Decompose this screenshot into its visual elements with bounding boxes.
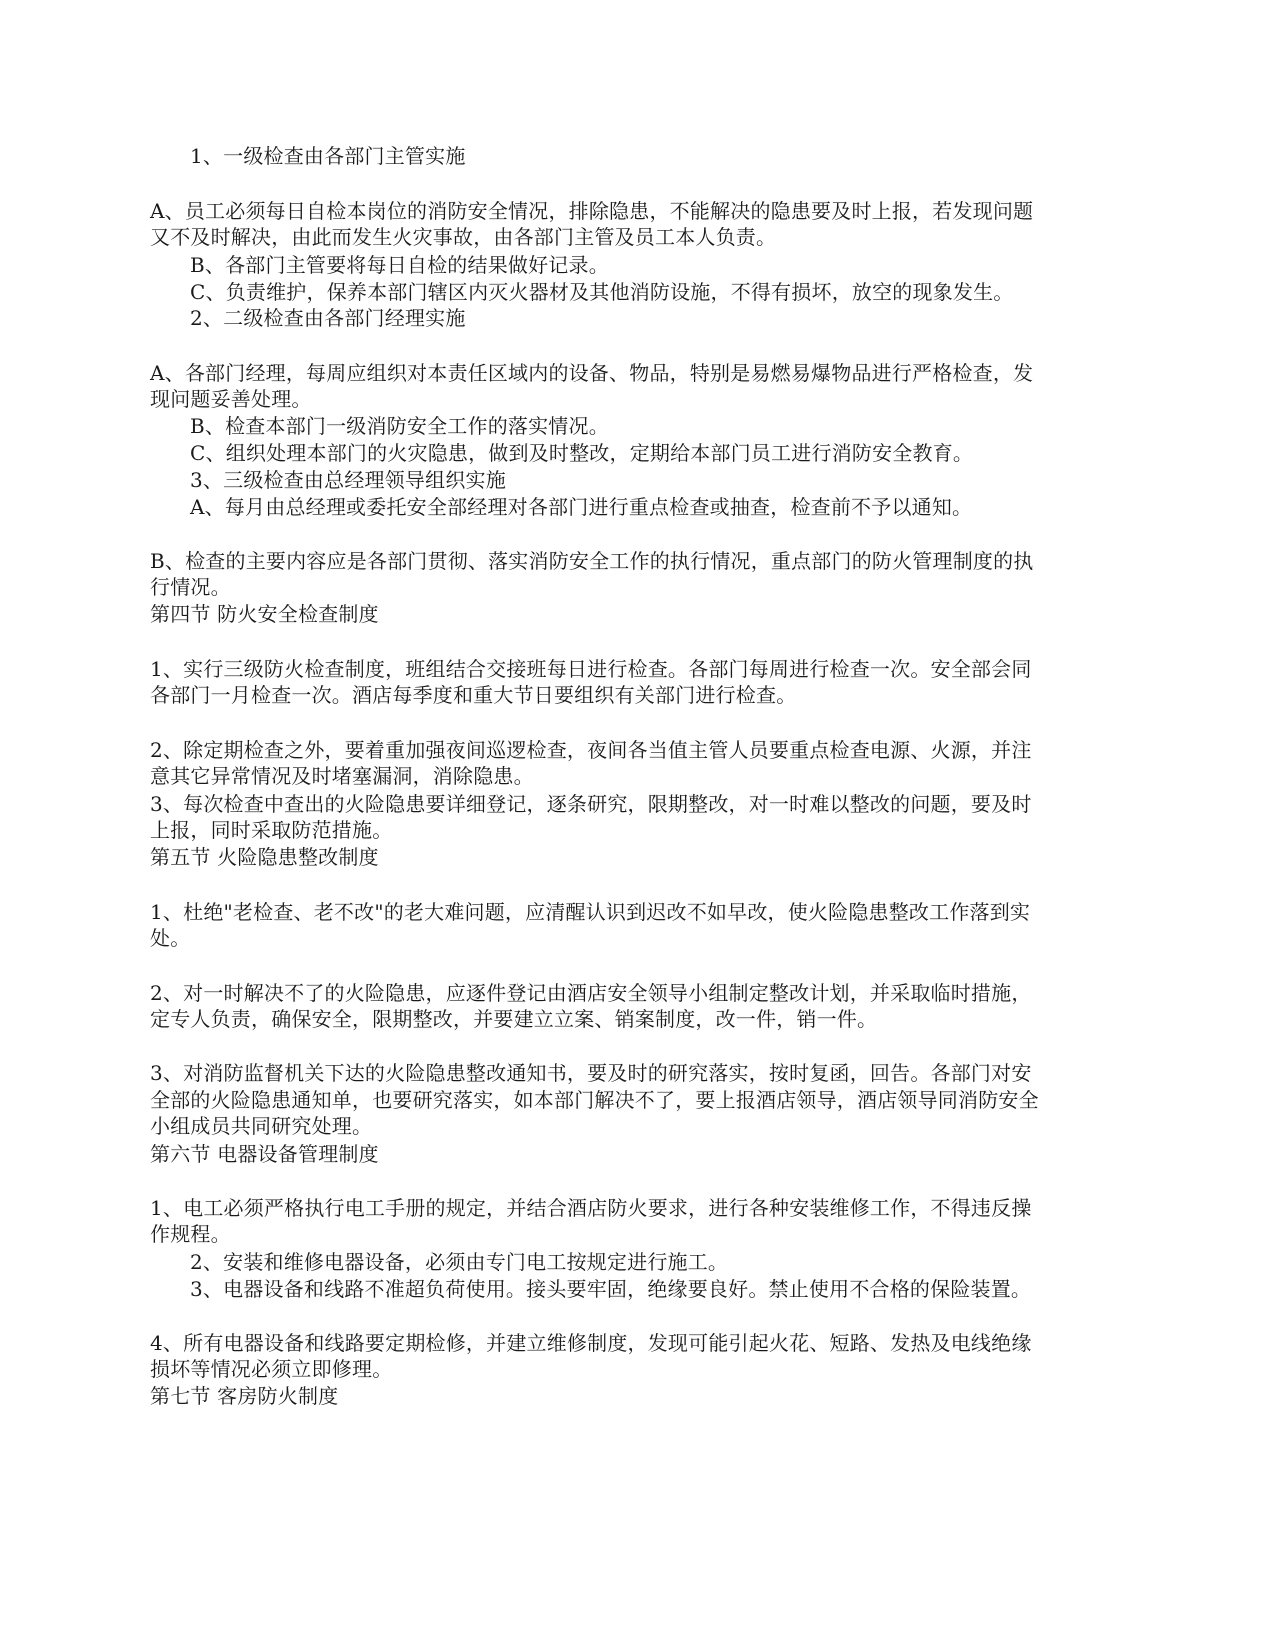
text-line: 各部门一月检查一次。酒店每季度和重大节日要组织有关部门进行检查。 bbox=[150, 683, 797, 707]
section-heading: 第五节 火险隐患整改制度 bbox=[150, 845, 379, 869]
text-line: 2、安装和维修电器设备，必须由专门电工按规定进行施工。 bbox=[190, 1250, 729, 1274]
text-line: 2、除定期检查之外，要着重加强夜间巡逻检查，夜间各当值主管人员要重点检查电源、火源，并注 bbox=[150, 738, 1032, 762]
text-line: B、各部门主管要将每日自检的结果做好记录。 bbox=[190, 253, 609, 277]
text-line: 全部的火险隐患通知单，也要研究落实，如本部门解决不了，要上报酒店领导，酒店领导同消防安全 bbox=[150, 1088, 1039, 1112]
section-heading: 第七节 客房防火制度 bbox=[150, 1384, 339, 1408]
text-line: 损坏等情况必须立即修理。 bbox=[150, 1357, 393, 1381]
text-line: 2、对一时解决不了的火险隐患，应逐件登记由酒店安全领导小组制定整改计划，并采取临时措施， bbox=[150, 981, 1032, 1005]
text-line: B、检查本部门一级消防安全工作的落实情况。 bbox=[190, 414, 609, 438]
text-line: 1、一级检查由各部门主管实施 bbox=[190, 144, 466, 168]
text-line: 作规程。 bbox=[150, 1222, 231, 1246]
text-line: 4、所有电器设备和线路要定期检修，并建立维修制度，发现可能引起火花、短路、发热及电线绝缘 bbox=[150, 1331, 1032, 1355]
text-line: 1、杜绝"老检查、老不改"的老大难问题，应清醒认识到迟改不如早改，使火险隐患整改工作落到实 bbox=[150, 900, 1031, 924]
text-line: 定专人负责，确保安全，限期整改，并要建立立案、销案制度，改一件，销一件。 bbox=[150, 1007, 878, 1031]
text-line: 3、对消防监督机关下达的火险隐患整改通知书，要及时的研究落实，按时复函，回告。各部门对安 bbox=[150, 1061, 1032, 1085]
text-line: A、员工必须每日自检本岗位的消防安全情况，排除隐患，不能解决的隐患要及时上报，若发现问题 bbox=[150, 199, 1034, 223]
text-line: 小组成员共同研究处理。 bbox=[150, 1114, 373, 1138]
text-line: 1、电工必须严格执行电工手册的规定，并结合酒店防火要求，进行各种安装维修工作，不得违反操 bbox=[150, 1196, 1032, 1220]
text-line: 3、每次检查中查出的火险隐患要详细登记，逐条研究，限期整改，对一时难以整改的问题，要及时 bbox=[150, 792, 1032, 816]
text-line: 意其它异常情况及时堵塞漏洞，消除隐患。 bbox=[150, 764, 534, 788]
text-line: 处。 bbox=[150, 926, 191, 950]
text-line: C、负责维护，保养本部门辖区内灭火器材及其他消防设施，不得有损坏，放空的现象发生。 bbox=[190, 280, 1014, 304]
text-line: 现问题妥善处理。 bbox=[150, 387, 312, 411]
text-line: 1、实行三级防火检查制度，班组结合交接班每日进行检查。各部门每周进行检查一次。安全部会同 bbox=[150, 657, 1032, 681]
text-line: C、组织处理本部门的火灾隐患，做到及时整改，定期给本部门员工进行消防安全教育。 bbox=[190, 441, 974, 465]
section-heading: 第六节 电器设备管理制度 bbox=[150, 1142, 379, 1166]
text-line: 上报，同时采取防范措施。 bbox=[150, 818, 393, 842]
text-line: 3、三级检查由总经理领导组织实施 bbox=[190, 468, 506, 492]
text-line: 又不及时解决，由此而发生火灾事故，由各部门主管及员工本人负责。 bbox=[150, 225, 777, 249]
text-line: B、检查的主要内容应是各部门贯彻、落实消防安全工作的执行情况，重点部门的防火管理制度的执 bbox=[150, 549, 1034, 573]
text-line: A、每月由总经理或委托安全部经理对各部门进行重点检查或抽查，检查前不予以通知。 bbox=[190, 495, 973, 519]
text-line: A、各部门经理，每周应组织对本责任区域内的设备、物品，特别是易燃易爆物品进行严格检查，发 bbox=[150, 361, 1034, 385]
section-heading: 第四节 防火安全检查制度 bbox=[150, 602, 379, 626]
text-line: 2、二级检查由各部门经理实施 bbox=[190, 306, 466, 330]
text-line: 行情况。 bbox=[150, 575, 231, 599]
text-line: 3、电器设备和线路不准超负荷使用。接头要牢固，绝缘要良好。禁止使用不合格的保险装置。 bbox=[190, 1277, 1032, 1301]
